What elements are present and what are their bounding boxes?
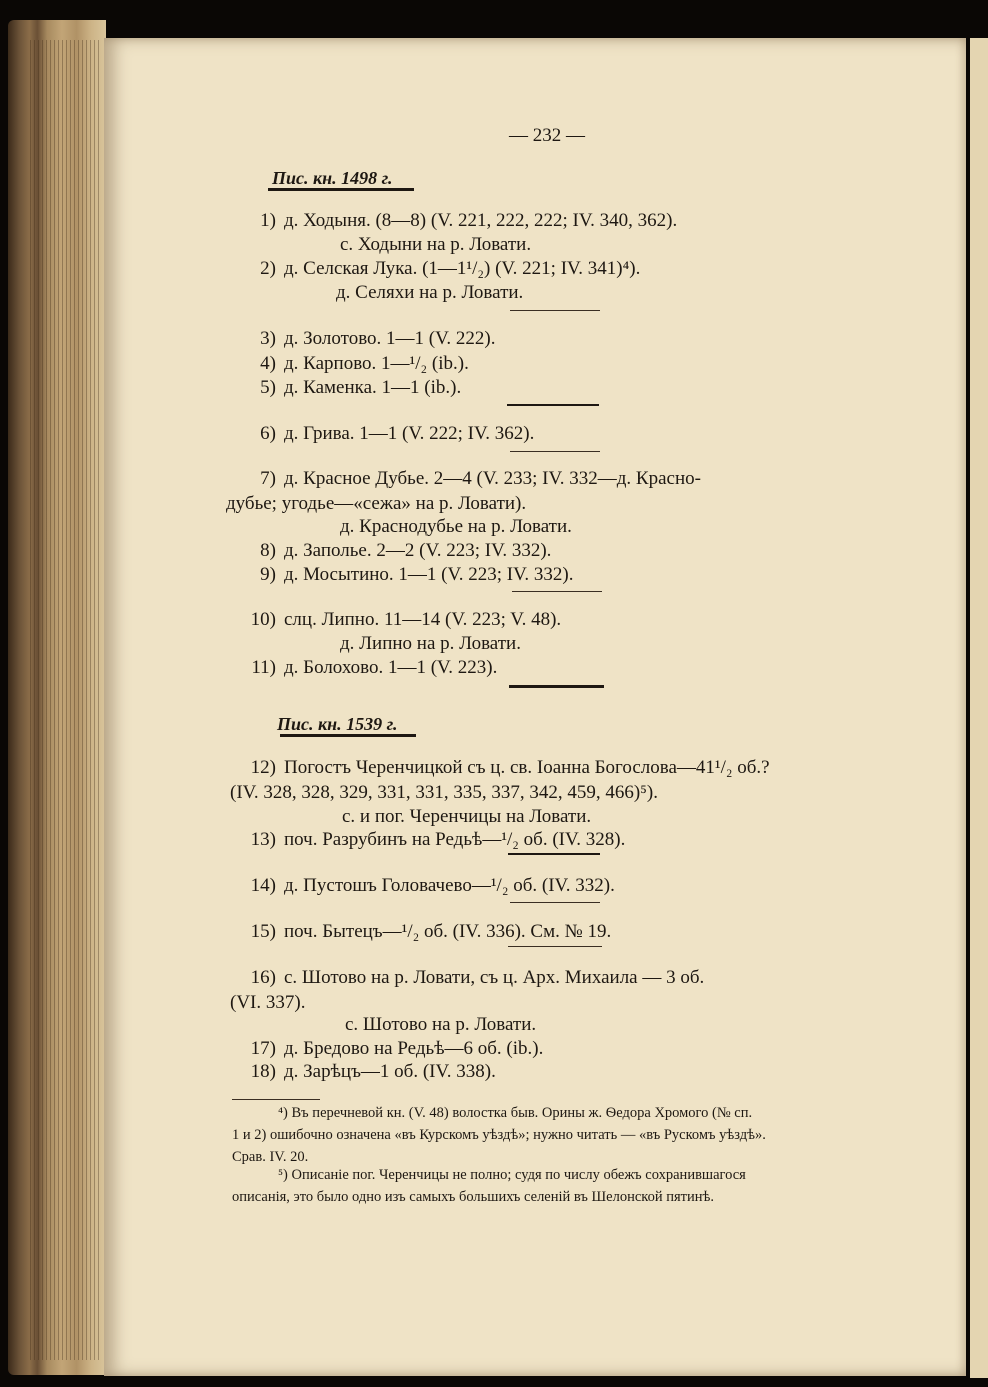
entry-3: 3) д. Золотово. 1—1 (V. 222). <box>260 328 496 349</box>
entry-4: 4) д. Карпово. 1—¹/₂ (ib.). <box>260 353 469 374</box>
entry-13: 13) поч. Разрубинъ на Редьѣ—¹/₂ об. (IV. 328). <box>250 829 626 850</box>
entry-9: 9) д. Мосытино. 1—1 (V. 223; IV. 332). <box>260 564 574 585</box>
footnote-5-line-1: ⁵) Описаніе пог. Черенчицы не полно; судя по числу обежъ сохранившагося <box>278 1167 746 1183</box>
entry-18: 18) д. Зарѣцъ—1 об. (IV. 338). <box>250 1061 496 1082</box>
entry-16-note: с. Шотово на р. Ловати. <box>345 1014 537 1035</box>
entry-10: 10) слц. Липно. 11—14 (V. 223; V. 48). <box>250 609 562 630</box>
entry-2: 2) д. Селская Лука. (1—1¹/₂) (V. 221; IV. 341)⁴). <box>260 258 641 279</box>
entry-16-cont: (VI. 337). <box>230 992 306 1013</box>
entry-15: 15) поч. Бытецъ—¹/₂ об. (IV. 336). См. № 19. <box>250 921 612 942</box>
footnote-4-line-3: Срав. IV. 20. <box>232 1149 309 1165</box>
entry-1: 1) д. Ходыня. (8—8) (V. 221, 222, 222; IV. 340, 362). <box>260 210 678 231</box>
entry-12: 12) Погостъ Черенчицкой съ ц. св. Іоанна Богослова—41¹/₂ об.? <box>250 757 770 778</box>
next-page-edge <box>970 38 988 1378</box>
entry-11: 11) д. Болохово. 1—1 (V. 223). <box>251 657 498 678</box>
section-underline-1498 <box>268 188 414 191</box>
section-end-rule <box>509 685 604 688</box>
page-stack-lines <box>30 40 102 1360</box>
entry-16: 16) с. Шотово на р. Ловати, съ ц. Арх. Михаила — 3 об. <box>250 967 705 988</box>
footnote-rule <box>232 1099 320 1100</box>
separator-rule <box>508 853 600 855</box>
entry-7-cont: дубье; угодье—«сежа» на р. Ловати). <box>226 493 527 514</box>
entry-12-note: с. и пог. Черенчицы на Ловати. <box>342 806 592 827</box>
entry-14: 14) д. Пустошъ Головачево—¹/₂ об. (IV. 332). <box>250 875 615 896</box>
separator-rule <box>510 310 600 311</box>
separator-rule <box>510 451 600 452</box>
section-underline-1539 <box>280 734 416 737</box>
entry-7: 7) д. Красное Дубье. 2—4 (V. 233; IV. 332—д. Красно- <box>260 468 701 489</box>
entry-2-note: д. Селяхи на р. Ловати. <box>336 282 524 303</box>
footnote-5-line-2: описанія, это было одно изъ самыхъ большихъ селеній въ Шелонской пятинѣ. <box>232 1189 714 1205</box>
entry-10-note: д. Липно на р. Ловати. <box>340 633 521 654</box>
entry-6: 6) д. Грива. 1—1 (V. 222; IV. 362). <box>260 423 535 444</box>
entry-12-cont: (IV. 328, 328, 329, 331, 331, 335, 337, 342, 459, 466)⁵). <box>230 782 658 803</box>
entry-5: 5) д. Каменка. 1—1 (ib.). <box>260 377 462 398</box>
entry-17: 17) д. Бредово на Редьѣ—6 об. (ib.). <box>250 1038 544 1059</box>
footnote-4-line-2: 1 и 2) ошибочно означена «въ Курскомъ уѣздѣ»; нужно читать — «въ Рускомъ уѣздѣ». <box>232 1127 766 1143</box>
entry-1-note: с. Ходыни на р. Ловати. <box>340 234 532 255</box>
entry-8: 8) д. Заполье. 2—2 (V. 223; IV. 332). <box>260 540 552 561</box>
separator-rule <box>507 404 599 406</box>
separator-rule <box>512 591 602 592</box>
entry-7-note: д. Краснодубье на р. Ловати. <box>340 516 572 537</box>
section-title-1498: Пис. кн. 1498 г. <box>272 168 393 188</box>
separator-rule <box>508 946 602 947</box>
separator-rule <box>510 902 600 903</box>
section-title-1539: Пис. кн. 1539 г. <box>277 714 398 734</box>
page-number: — 232 — <box>509 125 585 146</box>
footnote-4-line-1: ⁴) Въ перечневой кн. (V. 48) волостка быв. Орины ж. Ѳедора Хромого (№ сп. <box>278 1105 753 1121</box>
